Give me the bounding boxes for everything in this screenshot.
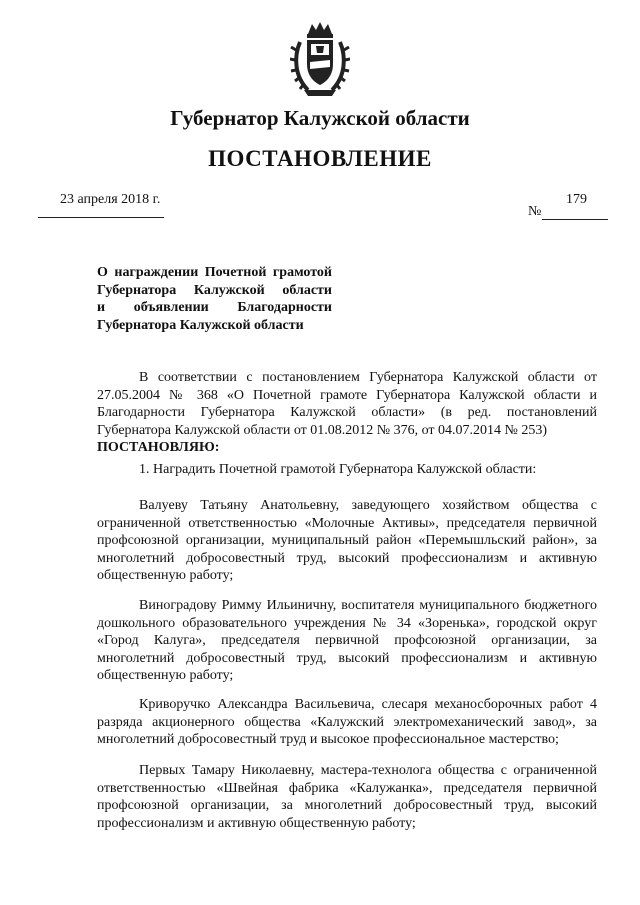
document-subject xyxy=(97,264,332,334)
item-1-paragraph xyxy=(97,461,597,479)
subject-line: Губернатора Калужской области xyxy=(97,282,332,298)
subject-line: О награждении Почетной грамотой xyxy=(97,265,332,280)
document-type-title: ПОСТАНОВЛЕНИЕ xyxy=(208,146,432,171)
awardee-text: Виноградову Римму Ильиничну, воспитателя муниципального бюджетного дошкольного образовательного учреждения № 34 «Зоренька», городской округ «Город Калуга», председателя первичной профсоюзной организации, за многолетний добросовестный труд, высокий профессионализм и активную общественную работу; xyxy=(97,598,597,683)
awardee-paragraph xyxy=(97,696,597,749)
awardee-paragraph xyxy=(97,497,597,585)
awardee-text: Криворучко Александра Васильевича, слесаря механосборочных работ 4 разряда акционерного общества «Калужский электромеханический завод», за многолетний добросовестный труд и высокое профессиональное мастерство; xyxy=(97,697,597,747)
date-underline xyxy=(38,217,164,218)
document-number-block xyxy=(528,192,608,222)
awardee-text: Первых Тамару Николаевну, мастера-технолога общества с ограниченной ответственностью «Швейная фабрика «Калужанка», председателя первичной профсоюзной организации, за многолетний добросовестный труд, высокий профессионализм и активную общественную работу; xyxy=(97,763,597,831)
number-underline xyxy=(542,219,608,220)
preamble-paragraph xyxy=(97,369,597,457)
preamble-text: В соответствии с постановлением Губернатора Калужской области от 27.05.2004 № 368 «О Почетной грамоте Губернатора Калужской области и Благодарности Губернатора Калужской области» (в ред. постановлений Губернатора Калужской области от 01.08.2012 № 376, от 04.07.2014 № 253) xyxy=(97,370,597,438)
awardee-paragraph xyxy=(97,597,597,685)
document-number: 179 xyxy=(566,192,587,207)
awardee-paragraph xyxy=(97,762,597,832)
awardee-text: Валуеву Татьяну Анатольевну, заведующего хозяйством общества с ограниченной ответственностью «Молочные Активы», председателя первичной профсоюзной организации, муниципальный район «Перемышльский район», за многолетний добросовестный труд, высокий профессионализм и активную общественную работу; xyxy=(97,498,597,583)
document-date: 23 апреля 2018 г. xyxy=(60,192,161,207)
subject-line: Губернатора Калужской области xyxy=(97,317,304,333)
issuing-authority: Губернатор Калужской области xyxy=(170,106,470,130)
subject-line: и объявлении Благодарности xyxy=(97,300,332,315)
item-1-text: 1. Наградить Почетной грамотой Губернатора Калужской области: xyxy=(139,462,537,477)
kaluga-coat-of-arms-icon xyxy=(290,20,350,98)
number-sign: № xyxy=(528,204,542,219)
resolve-word: ПОСТАНОВЛЯЮ: xyxy=(97,440,220,455)
